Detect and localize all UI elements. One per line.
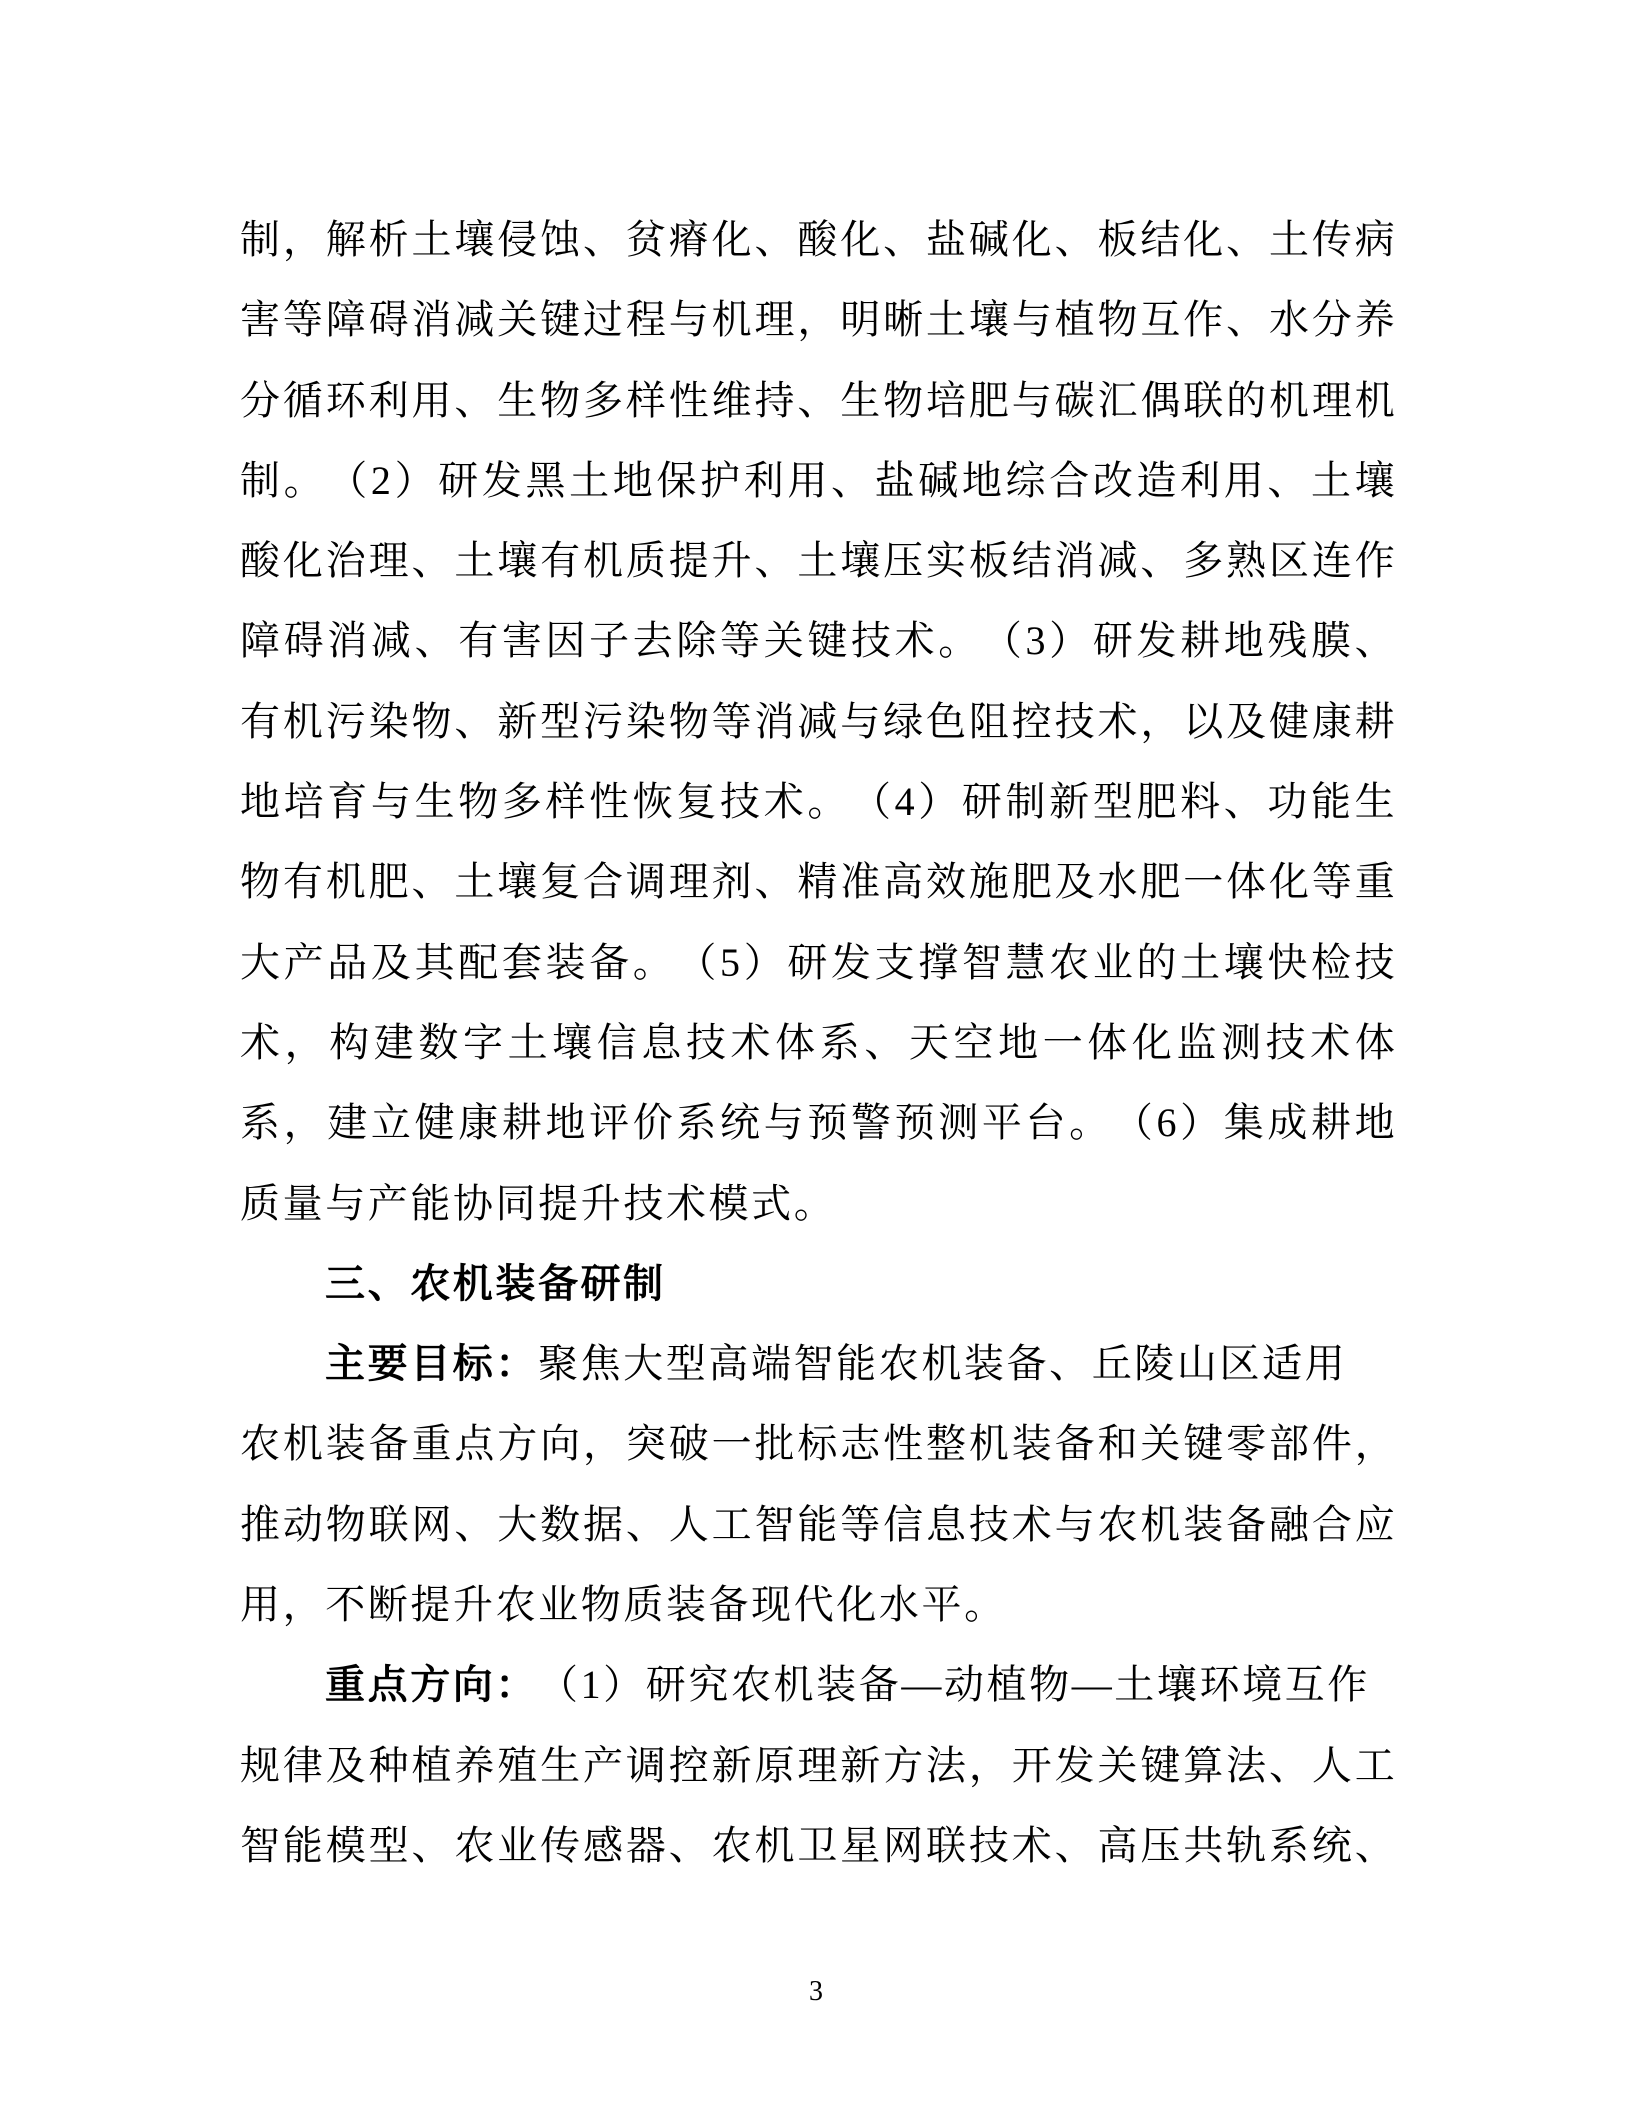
- text-line: 农 机 装 备 重 点 方 向 ， 突 破 一 批 标 志 性 整 机 装 备 和 关 键 零 部 件 ，: [240, 1421, 1395, 1467]
- text-line: 物 有 机 肥 、 土 壤 复 合 调 理 剂 、 精 准 高 效 施 肥 及 水 肥 一 体 化 等 重: [240, 859, 1395, 905]
- text-line: 制 ， 解 析 土 壤 侵 蚀 、 贫 瘠 化 、 酸 化 、 盐 碱 化 、 板 结 化 、 土 传 病: [240, 217, 1395, 262]
- text-line: 分 循 环 利 用 、 生 物 多 样 性 维 持 、 生 物 培 肥 与 碳 汇 偶 联 的 机 理 机: [240, 377, 1395, 423]
- text-line: 有 机 污 染 物 、 新 型 污 染 物 等 消 减 与 绿 色 阻 控 技 术 ， 以 及 健 康 耕: [240, 698, 1395, 744]
- text-line: 质 量 与 产 能 协 同 提 升 技 术 模 式 。: [240, 1180, 834, 1226]
- text-line: 地 培 育 与 生 物 多 样 性 恢 复 技 术 。 （ 4 ） 研 制 新 型 肥 料 、 功 能 生: [240, 779, 1395, 825]
- text-line: 制 。 （ 2 ） 研 发 黑 土 地 保 护 利 用 、 盐 碱 地 综 合 改 造 利 用 、 土 壤: [240, 457, 1395, 503]
- text-line: 障 碍 消 减 、 有 害 因 子 去 除 等 关 键 技 术 。 （ 3 ） 研 发 耕 地 残 膜 、: [240, 618, 1395, 664]
- text-line: 重 点 方 向 ： （ 1 ） 研 究 农 机 装 备 — 动 植 物 — 土 壤 环 境 互 作: [325, 1662, 1368, 1708]
- heading-line: 三 、 农 机 装 备 研 制: [325, 1260, 664, 1306]
- text-line: 系 ， 建 立 健 康 耕 地 评 价 系 统 与 预 警 预 测 平 台 。 （ 6 ） 集 成 耕 地: [240, 1100, 1395, 1146]
- text-line: 用 ， 不 断 提 升 农 业 物 质 装 备 现 代 化 水 平 。: [240, 1582, 1005, 1628]
- text-line: 推 动 物 联 网 、 大 数 据 、 人 工 智 能 等 信 息 技 术 与 农 机 装 备 融 合 应: [240, 1501, 1395, 1547]
- document-body: [240, 200, 1395, 1886]
- text-line: 智 能 模 型 、 农 业 传 感 器 、 农 机 卫 星 网 联 技 术 、 高 压 共 轨 系 统 、: [240, 1822, 1395, 1868]
- text-line: 害 等 障 碍 消 减 关 键 过 程 与 机 理 ， 明 晰 土 壤 与 植 物 互 作 、 水 分 养: [240, 297, 1395, 343]
- text-line: 术 ， 构 建 数 字 土 壤 信 息 技 术 体 系 、 天 空 地 一 体 化 监 测 技 术 体: [240, 1019, 1395, 1065]
- text-line: 规 律 及 种 植 养 殖 生 产 调 控 新 原 理 新 方 法 ， 开 发 关 键 算 法 、 人 工: [240, 1742, 1395, 1788]
- text-line: 酸 化 治 理 、 土 壤 有 机 质 提 升 、 土 壤 压 实 板 结 消 减 、 多 熟 区 连 作: [240, 538, 1395, 584]
- text-line: 主 要 目 标 ： 聚 焦 大 型 高 端 智 能 农 机 装 备 、 丘 陵 山 区 适 用: [325, 1341, 1345, 1387]
- text-line: 大 产 品 及 其 配 套 装 备 。 （ 5 ） 研 发 支 撑 智 慧 农 业 的 土 壤 快 检 技: [240, 939, 1395, 985]
- page-number: 3: [809, 1976, 823, 2007]
